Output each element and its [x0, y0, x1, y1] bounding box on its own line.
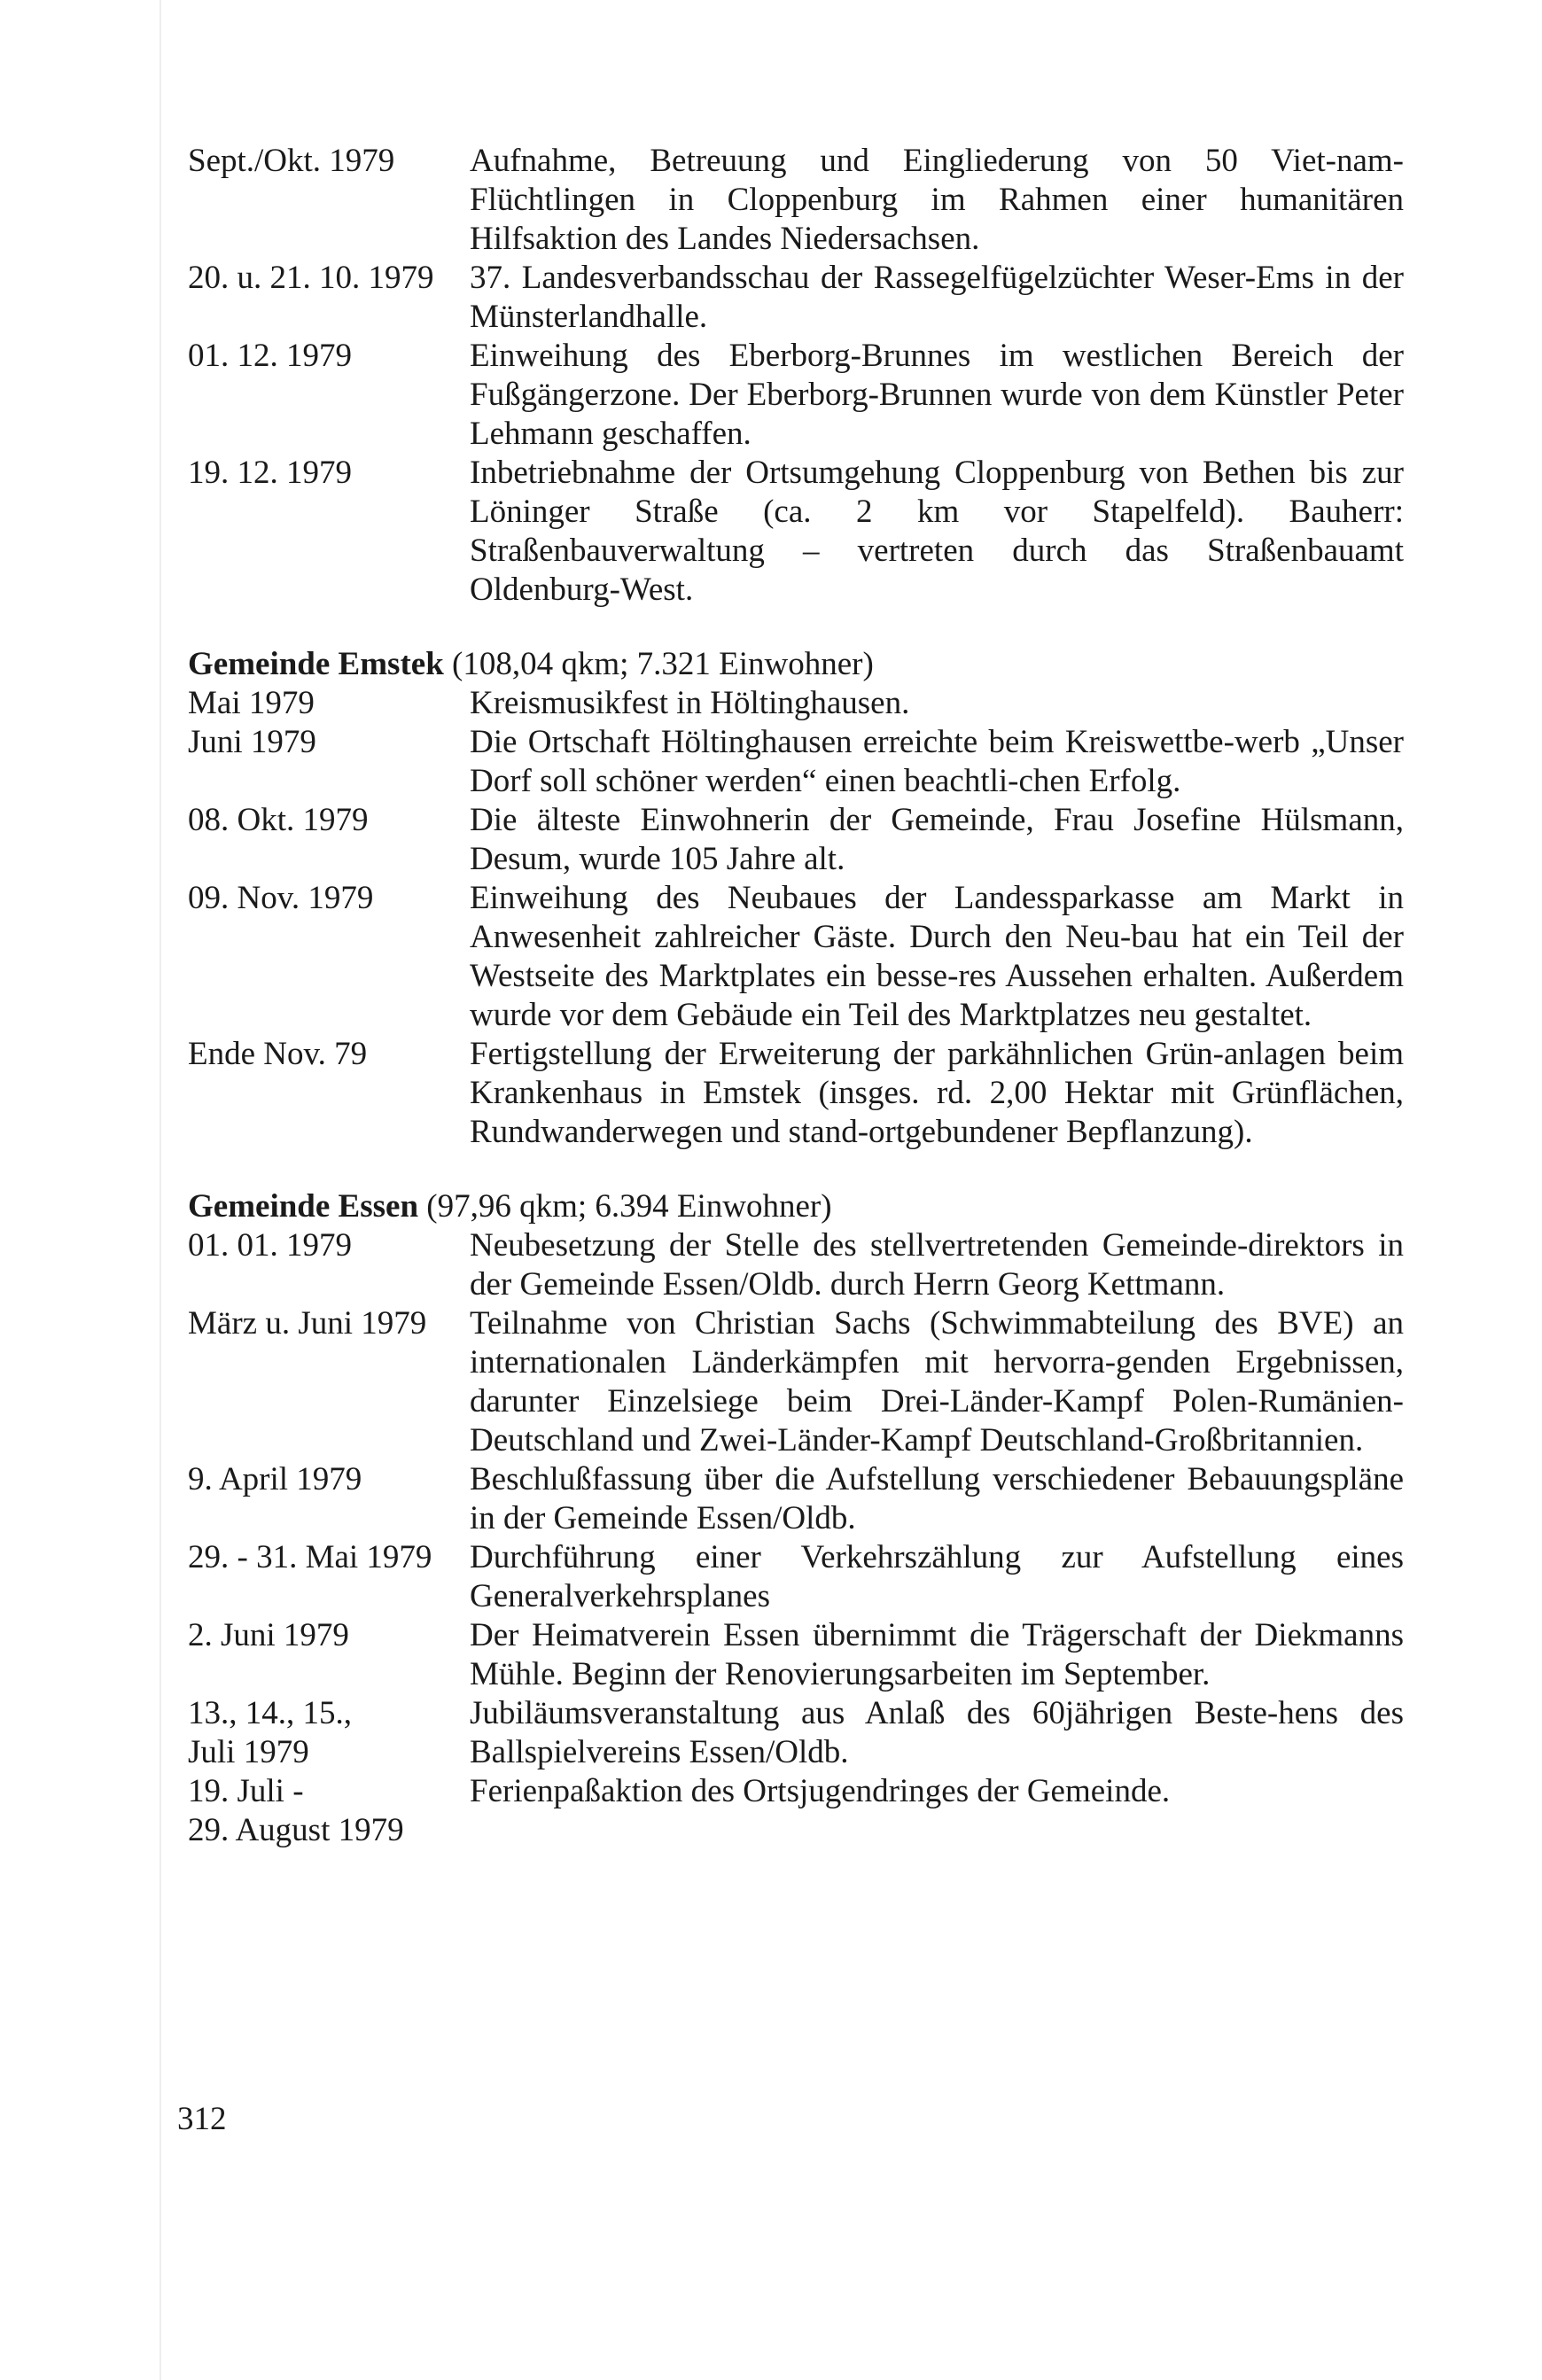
entry-date: Mai 1979	[188, 685, 315, 721]
chronicle-entry	[188, 1538, 1404, 1616]
entry-text: Durchführung einer Verkehrszählung zur Aufstellung eines Generalverkehrsplanes	[470, 1539, 1404, 1614]
section-header	[188, 645, 1404, 684]
entry-date: 20. u. 21. 10. 1979	[188, 260, 434, 296]
entry-text: Fertigstellung der Erweiterung der parkähnlichen Grün-anlagen beim Krankenhaus in Emstek (insges. rd. 2,00 Hektar mit Grünflächen, Rundwanderwegen und stand-ortgebundener Bepflanzung).	[470, 1036, 1404, 1150]
chronicle-entry	[188, 723, 1404, 801]
entry-date: März u. Juni 1979	[188, 1305, 427, 1342]
entry-date: 9. April 1979	[188, 1461, 362, 1497]
entry-text: 37. Landesverbandsschau der Rassegelfügelzüchter Weser-Ems in der Münsterlandhalle.	[470, 260, 1404, 335]
entry-date: Ende Nov. 79	[188, 1036, 368, 1072]
chronicle-entry	[188, 1035, 1404, 1152]
section-essen	[188, 1187, 1404, 1850]
entry-text: Jubiläumsveranstaltung aus Anlaß des 60jährigen Beste-hens des Ballspielvereins Essen/Oldb.	[470, 1695, 1404, 1770]
page-number: 312	[177, 2101, 227, 2137]
chronicle-entry	[188, 259, 1404, 337]
chronicle-entry	[188, 1460, 1404, 1538]
section-info: (108,04 qkm; 7.321 Einwohner)	[443, 646, 874, 682]
document-page	[188, 142, 1404, 1850]
entry-text: Beschlußfassung über die Aufstellung verschiedener Bebauungspläne in der Gemeinde Essen/Oldb.	[470, 1461, 1404, 1536]
entry-date: 01. 12. 1979	[188, 338, 352, 374]
entry-text: Die Ortschaft Höltinghausen erreichte beim Kreiswettbe-werb „Unser Dorf soll schöner werden“ einen beachtli-chen Erfolg.	[470, 724, 1404, 799]
entry-date: 01. 01. 1979	[188, 1227, 352, 1264]
chronicle-entry	[188, 1226, 1404, 1304]
section-info: (97,96 qkm; 6.394 Einwohner)	[418, 1188, 832, 1225]
chronicle-entry	[188, 454, 1404, 610]
entry-text: Einweihung des Eberborg-Brunnes im westlichen Bereich der Fußgängerzone. Der Eberborg-Brunnen wurde von dem Künstler Peter Lehmann geschaffen.	[470, 338, 1404, 452]
entry-text: Der Heimatverein Essen übernimmt die Trägerschaft der Diekmanns Mühle. Beginn der Renovierungsarbeiten im September.	[470, 1617, 1404, 1692]
chronicle-entries-top	[188, 142, 1404, 610]
section-name: Gemeinde Essen	[188, 1188, 419, 1225]
section-emstek	[188, 645, 1404, 1152]
entry-date: 08. Okt. 1979	[188, 802, 369, 838]
entry-text: Teilnahme von Christian Sachs (Schwimmabteilung des BVE) an internationalen Länderkämpfen mit hervorra-genden Ergebnissen, darunter Einzelsiege beim Drei-Länder-Kampf Polen-Rumänien-Deutschland und Zwei-Länder-Kampf Deutschland-Großbritannien.	[470, 1305, 1404, 1458]
entry-date: Juni 1979	[188, 724, 316, 760]
section-header	[188, 1187, 1404, 1226]
entry-date: 13., 14., 15., Juli 1979	[188, 1695, 352, 1770]
entry-text: Ferienpaßaktion des Ortsjugendringes der Gemeinde.	[470, 1773, 1171, 1809]
entry-date: 29. - 31. Mai 1979	[188, 1539, 432, 1575]
chronicle-entry	[188, 801, 1404, 879]
chronicle-entry	[188, 337, 1404, 454]
entry-date: Sept./Okt. 1979	[188, 143, 395, 179]
entry-date: 19. 12. 1979	[188, 455, 352, 491]
entry-date: 19. Juli - 29. August 1979	[188, 1773, 404, 1848]
chronicle-entry	[188, 1616, 1404, 1694]
chronicle-entry	[188, 1694, 1404, 1772]
entry-text: Aufnahme, Betreuung und Eingliederung von 50 Viet-nam-Flüchtlingen in Cloppenburg im Rahmen einer humanitären Hilfsaktion des Landes Niedersachsen.	[470, 143, 1404, 257]
entry-text: Neubesetzung der Stelle des stellvertretenden Gemeinde-direktors in der Gemeinde Essen/Oldb. durch Herrn Georg Kettmann.	[470, 1227, 1404, 1303]
chronicle-entry	[188, 142, 1404, 259]
entry-text: Einweihung des Neubaues der Landessparkasse am Markt in Anwesenheit zahlreicher Gäste. Durch den Neu-bau hat ein Teil der Westseite des Marktplates ein besse-res Aussehen erhalten. Außerdem wurde vor dem Gebäude ein Teil des Marktplatzes neu gestaltet.	[470, 880, 1404, 1033]
chronicle-entry	[188, 1304, 1404, 1460]
chronicle-entry	[188, 684, 1404, 723]
entry-text: Kreismusikfest in Höltinghausen.	[470, 685, 910, 721]
chronicle-entry	[188, 879, 1404, 1035]
entry-text: Die älteste Einwohnerin der Gemeinde, Frau Josefine Hülsmann, Desum, wurde 105 Jahre alt.	[470, 802, 1404, 877]
entry-date: 09. Nov. 1979	[188, 880, 374, 916]
page-fold-line	[160, 0, 161, 2380]
entry-text: Inbetriebnahme der Ortsumgehung Cloppenburg von Bethen bis zur Löninger Straße (ca. 2 km vor Stapelfeld). Bauherr: Straßenbauverwaltung – vertreten durch das Straßenbauamt Oldenburg-West.	[470, 455, 1404, 608]
section-name: Gemeinde Emstek	[188, 646, 444, 682]
entry-date: 2. Juni 1979	[188, 1617, 349, 1653]
chronicle-entry	[188, 1772, 1404, 1850]
